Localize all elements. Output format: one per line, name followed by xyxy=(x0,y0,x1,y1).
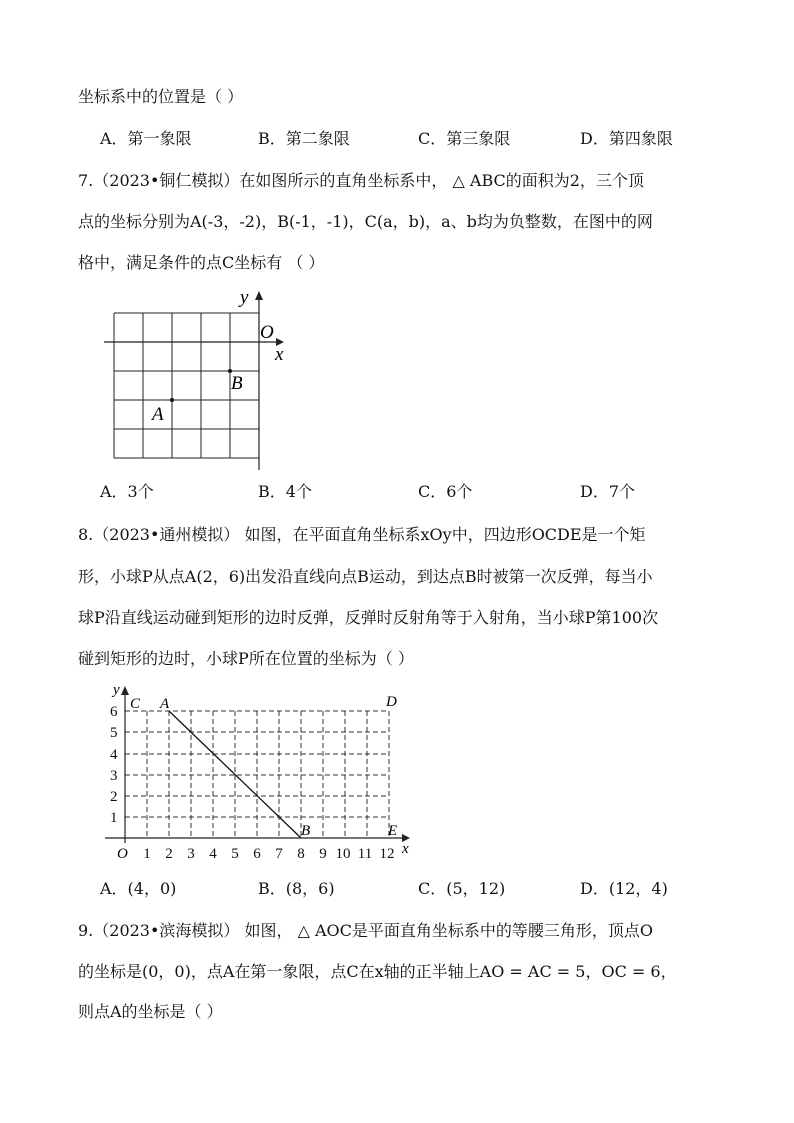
q7-option-a: A．3个 xyxy=(100,482,154,501)
q8-stem-line-3: 球P沿直线运动碰到矩形的边时反弹，反弹时反射角等于入射角，当小球P第100次 xyxy=(78,608,659,627)
q8-dashed-grid xyxy=(125,711,389,838)
q8-e-label: E xyxy=(388,823,398,839)
q8-y-tick: 6 xyxy=(110,704,118,720)
q8-a-label: A xyxy=(160,696,170,712)
q7-b-label: B xyxy=(231,373,243,394)
q8-x-tick: 5 xyxy=(231,846,239,862)
q8-x-tick: 10 xyxy=(335,846,351,862)
q8-y-tick: 2 xyxy=(110,789,118,805)
q8-y-tick: 4 xyxy=(110,747,118,763)
q7-x-label: x xyxy=(275,344,284,365)
q8-option-d: D．(12，4) xyxy=(580,879,668,898)
q8-y-label: y xyxy=(113,682,120,698)
q8-figure xyxy=(100,680,420,865)
q7-stem-line-1: 7.（2023•铜仁模拟）在如图所示的直角坐标系中， △ ABC的面积为2，三个顶 xyxy=(78,171,644,190)
q7-option-c: C．6个 xyxy=(418,482,473,501)
q8-y-tick: 1 xyxy=(110,810,118,826)
q8-d-label: D xyxy=(386,694,397,710)
q8-stem-line-2: 形，小球P从点A(2，6)出发沿直线向点B运动，到达点B时被第一次反弹，每当小 xyxy=(78,567,653,586)
q7-option-b: B．4个 xyxy=(258,482,312,501)
q8-x-tick: 4 xyxy=(209,846,217,862)
q7-y-label: y xyxy=(240,287,249,308)
q8-x-tick: 3 xyxy=(187,846,195,862)
q8-x-tick: 1 xyxy=(143,846,151,862)
q8-origin-label: O xyxy=(117,846,128,862)
q8-b-label: B xyxy=(301,823,311,839)
q8-x-tick: 11 xyxy=(357,846,373,862)
q7-a-label: A xyxy=(152,404,164,425)
q9-stem-line-3: 则点A的坐标是（ ） xyxy=(78,1002,223,1021)
q8-x-tick: 2 xyxy=(165,846,173,862)
q8-x-tick: 8 xyxy=(297,846,305,862)
q8-y-axis-arrow xyxy=(121,686,129,695)
q6-option-c: C．第三象限 xyxy=(418,129,511,148)
q9-stem-line-2: 的坐标是(0，0)，点A在第一象限，点C在x轴的正半轴上AO = AC = 5，OC = 6， xyxy=(78,962,677,981)
q8-stem-line-4: 碰到矩形的边时，小球P所在位置的坐标为（ ） xyxy=(78,649,414,668)
q7-figure xyxy=(95,283,300,473)
q6-option-b: B．第二象限 xyxy=(258,129,350,148)
q8-x-tick: 12 xyxy=(379,846,395,862)
q8-option-c: C．(5，12) xyxy=(418,879,506,898)
q7-origin-label: O xyxy=(260,322,274,343)
q8-y-tick: 5 xyxy=(110,725,118,741)
q7-stem-line-3: 格中，满足条件的点C坐标有 （ ） xyxy=(78,253,325,272)
q8-stem-line-1: 8.（2023•通州模拟） 如图，在平面直角坐标系xOy中，四边形OCDE是一个矩 xyxy=(78,525,646,544)
q6-stem-tail: 坐标系中的位置是（ ） xyxy=(78,87,244,106)
q8-x-label: x xyxy=(402,841,409,857)
q9-stem-line-1: 9.（2023•滨海模拟） 如图， △ AOC是平面直角坐标系中的等腰三角形，顶点O xyxy=(78,921,654,940)
q8-y-tick: 3 xyxy=(110,768,118,784)
q8-option-b: B．(8，6) xyxy=(258,879,335,898)
q6-option-a: A．第一象限 xyxy=(100,129,192,148)
q6-option-d: D．第四象限 xyxy=(580,129,673,148)
q8-x-tick: 7 xyxy=(275,846,283,862)
q7-y-axis-arrow xyxy=(255,291,263,300)
q8-x-tick: 6 xyxy=(253,846,261,862)
q8-option-a: A．(4，0) xyxy=(100,879,177,898)
q8-x-tick: 9 xyxy=(319,846,327,862)
q8-c-label: C xyxy=(130,696,141,712)
q7-point-a xyxy=(170,398,174,402)
q7-option-d: D．7个 xyxy=(580,482,636,501)
q7-stem-line-2: 点的坐标分别为A(-3，-2)，B(-1，-1)，C(a，b)，a、b均为负整数，在图中的网 xyxy=(78,212,653,231)
